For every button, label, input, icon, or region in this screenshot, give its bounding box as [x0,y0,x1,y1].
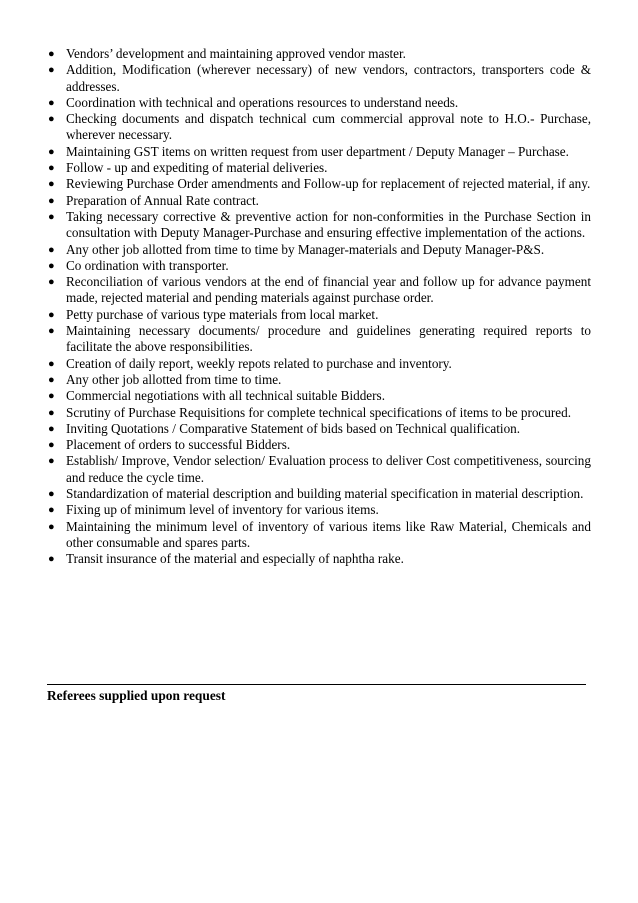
duty-text: Addition, Modification (wherever necessary) of new vendors, contractors, transporters code & addresses. [66,62,591,94]
bullet-icon: ● [48,243,55,256]
duty-text: Preparation of Annual Rate contract. [66,192,259,208]
duty-item [47,209,591,242]
bullet-icon: ● [48,162,55,175]
duty-text: Transit insurance of the material and especially of naphtha rake. [66,551,404,567]
duty-text: Follow - up and expediting of material deliveries. [66,160,328,176]
duty-item [47,274,591,307]
duty-item [47,421,591,437]
duty-text: Scrutiny of Purchase Requisitions for complete technical specifications of items to be procured. [66,404,572,420]
bullet-icon: ● [48,145,55,158]
referees-note: Referees supplied upon request [47,688,226,703]
duty-item [47,258,591,274]
bullet-icon: ● [48,406,55,419]
duty-item [47,356,591,372]
duty-item [47,62,591,95]
duty-item [47,551,591,567]
duty-text: Establish/ Improve, Vendor selection/ Evaluation process to deliver Cost competitiveness, sourcing and reduce the cycle time. [66,453,591,485]
duty-item [47,453,591,486]
duty-item [47,486,591,502]
bullet-icon: ● [48,276,55,289]
bullet-icon: ● [48,439,55,452]
duty-text: Petty purchase of various type materials from local market. [66,306,379,322]
bullet-icon: ● [48,194,55,207]
duty-item [47,323,591,356]
bullet-icon: ● [48,357,55,370]
duty-text: Checking documents and dispatch technical cum commercial approval note to H.O.- Purchase, wherever necessary. [66,111,591,143]
duty-text: Reviewing Purchase Order amendments and Follow-up for replacement of rejected material, if any. [66,176,591,192]
bullet-icon: ● [48,178,55,191]
bullet-icon: ● [48,520,55,533]
duty-item [47,176,591,192]
duty-text: Maintaining necessary documents/ procedure and guidelines generating required reports to facilitate the above responsibilities. [66,323,591,355]
duty-item [47,372,591,388]
bullet-icon: ● [48,504,55,517]
bullet-icon: ● [48,96,55,109]
duty-item [47,519,591,552]
duty-item [47,160,591,176]
duty-item [47,242,591,258]
duty-text: Co ordination with transporter. [66,257,229,273]
bullet-icon: ● [48,48,55,60]
duty-item [47,388,591,404]
duty-item [47,405,591,421]
bullet-icon: ● [48,259,55,272]
bullet-icon: ● [48,325,55,338]
bullet-icon: ● [48,308,55,321]
duties-list [47,46,591,568]
duty-item [47,111,591,144]
duty-text: Fixing up of minimum level of inventory for various items. [66,502,379,518]
duty-text: Maintaining GST items on written request from user department / Deputy Manager – Purchase. [66,143,569,159]
bullet-icon: ● [48,553,55,566]
duty-item [47,193,591,209]
bullet-icon: ● [48,373,55,386]
bullet-icon: ● [48,488,55,501]
bullet-icon: ● [48,422,55,435]
duty-item [47,307,591,323]
bullet-icon: ● [48,390,55,403]
duty-text: Commercial negotiations with all technical suitable Bidders. [66,388,385,404]
duty-item [47,144,591,160]
duty-item [47,46,591,62]
duty-text: Inviting Quotations / Comparative Statement of bids based on Technical qualification. [66,420,521,436]
duty-item [47,95,591,111]
duty-text: Any other job allotted from time to time. [66,371,282,387]
bullet-icon: ● [48,64,55,77]
duty-item [47,437,591,453]
duty-text: Coordination with technical and operations resources to understand needs. [66,94,459,110]
duty-text: Standardization of material description and building material specification in material description. [66,486,584,502]
duty-text: Taking necessary corrective & preventive action for non-conformities in the Purchase Section in consultation with Deputy Manager-Purchase and ensuring effective implementation of the actions. [66,208,591,241]
duty-text: Creation of daily report, weekly repots related to purchase and inventory. [66,355,452,371]
duty-text: Maintaining the minimum level of inventory of various items like Raw Material, Chemicals and other consumable and spares parts. [66,518,591,550]
duty-text: Reconciliation of various vendors at the end of financial year and follow up for advance payment made, rejected material and pending materials against purchase order. [66,274,591,306]
duty-text: Any other job allotted from time to time by Manager-materials and Deputy Manager-P&S. [66,241,545,257]
bullet-icon: ● [48,455,55,468]
bullet-icon: ● [48,210,55,223]
duty-text: Vendors’ development and maintaining approved vendor master. [66,46,406,61]
bullet-icon: ● [48,113,55,126]
duty-text: Placement of orders to successful Bidders. [66,437,291,453]
duty-item [47,502,591,518]
horizontal-rule [47,684,586,685]
